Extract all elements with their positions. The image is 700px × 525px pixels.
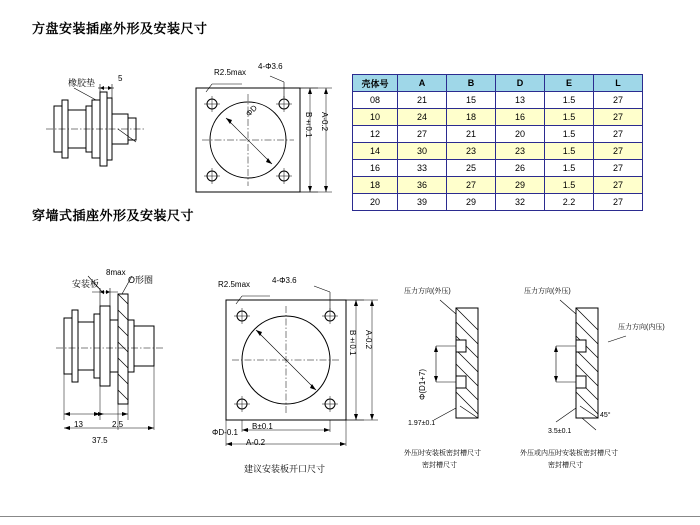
table-cell: 1.5: [545, 177, 594, 194]
table-header-cell: A: [398, 75, 447, 92]
table-header-cell: L: [594, 75, 643, 92]
bottom-divider: [0, 516, 700, 517]
label-dim-8max: 8max: [106, 268, 126, 277]
table-cell: 27: [594, 109, 643, 126]
table-cell: 23: [496, 143, 545, 160]
caption-groove-outer-2: 密封槽尺寸: [422, 462, 457, 469]
table-row: [353, 92, 643, 109]
table-header-cell: B: [447, 75, 496, 92]
label-mount-plate: 安装板: [72, 279, 100, 289]
table-row: [353, 160, 643, 177]
label-press-dir-out2: 压力方向(外压): [524, 288, 571, 295]
label-dim-197: 1.97±0.1: [408, 420, 436, 427]
table-cell: 20: [353, 194, 398, 211]
table-header-cell: E: [545, 75, 594, 92]
table-cell: 29: [447, 194, 496, 211]
label-press-dir-in: 压力方向(内压): [618, 324, 665, 331]
table-cell: 20: [496, 126, 545, 143]
table-row: [353, 143, 643, 160]
label-angle-45: 45°: [600, 412, 611, 419]
label-phiD-1: ΦD: [244, 103, 259, 119]
label-A-dim-1: A-0.2: [320, 112, 329, 132]
table-cell: 27: [398, 126, 447, 143]
table-cell: 33: [398, 160, 447, 177]
table-cell: 27: [594, 92, 643, 109]
label-dim-375: 37.5: [92, 436, 108, 445]
table-cell: 2.2: [545, 194, 594, 211]
table-cell: 1.5: [545, 160, 594, 177]
table-cell: 27: [594, 177, 643, 194]
label-B-dim-1: B±0.1: [304, 112, 313, 138]
table-header-row: [353, 75, 643, 92]
table-cell: 1.5: [545, 126, 594, 143]
label-press-dir-out1: 压力方向(外压): [404, 288, 451, 295]
table-cell: 21: [447, 126, 496, 143]
label-B-dim-2b: B±0.1: [252, 422, 273, 431]
table-row: [353, 109, 643, 126]
label-dim-13: 13: [74, 420, 83, 429]
table-cell: 30: [398, 143, 447, 160]
label-dim-35: 3.5±0.1: [548, 428, 572, 435]
side-view2-svg: [48, 270, 208, 450]
caption-groove-inner-1: 外压或内压时安装板密封槽尺寸: [520, 450, 618, 457]
table-cell: 24: [398, 109, 447, 126]
caption-groove-outer-1: 外压时安装板密封槽尺寸: [404, 450, 481, 457]
side-view-svg: [40, 70, 170, 200]
front-view-svg: [186, 70, 336, 210]
label-rubber-gasket: 橡胶垫: [68, 78, 96, 88]
table-cell: 15: [447, 92, 496, 109]
table-cell: 27: [594, 126, 643, 143]
table-cell: 12: [353, 126, 398, 143]
table-cell: 27: [447, 177, 496, 194]
table-cell: 26: [496, 160, 545, 177]
table-cell: 08: [353, 92, 398, 109]
spec-table: [352, 74, 643, 211]
label-4-holes-2: 4-Φ3.6: [272, 276, 297, 285]
label-dim-25: 2.5: [112, 420, 124, 429]
table-cell: 21: [398, 92, 447, 109]
table-cell: 14: [353, 143, 398, 160]
table-row: [353, 194, 643, 211]
table-cell: 27: [594, 160, 643, 177]
label-4-holes-1: 4-Φ3.6: [258, 62, 283, 71]
table-cell: 16: [496, 109, 545, 126]
table-cell: 10: [353, 109, 398, 126]
table-cell: 18: [353, 177, 398, 194]
table-cell: 1.5: [545, 92, 594, 109]
table-cell: 39: [398, 194, 447, 211]
table-cell: 27: [594, 194, 643, 211]
table-cell: 27: [594, 143, 643, 160]
section2-title: 穿墙式插座外形及安装尺寸: [32, 208, 195, 223]
table-header-cell: 壳体号: [353, 75, 398, 92]
label-B-dim-2: B±0.1: [348, 330, 357, 356]
caption-open-size: 建议安装板开口尺寸: [244, 464, 326, 474]
groove1-svg: [430, 296, 520, 436]
table-cell: 36: [398, 177, 447, 194]
label-phiD1: Φ(D1+7): [418, 368, 427, 400]
section1-title: 方盘安装插座外形及安装尺寸: [32, 21, 208, 36]
label-phiD-2: ΦD-0.1: [212, 428, 238, 437]
table-row: [353, 177, 643, 194]
table-cell: 32: [496, 194, 545, 211]
table-cell: 1.5: [545, 143, 594, 160]
table-cell: 29: [496, 177, 545, 194]
label-r25max-2: R2.5max: [218, 280, 251, 289]
table-cell: 23: [447, 143, 496, 160]
label-dim-5: 5: [118, 74, 123, 83]
label-A-dim-2: A-0.2: [364, 330, 373, 350]
table-header-cell: D: [496, 75, 545, 92]
label-oring: O形圈: [128, 275, 154, 285]
label-A-dim-2b: A-0.2: [246, 438, 266, 447]
front-view2-svg: [212, 282, 382, 452]
table-row: [353, 126, 643, 143]
table-cell: 13: [496, 92, 545, 109]
table-cell: 18: [447, 109, 496, 126]
caption-groove-inner-2: 密封槽尺寸: [548, 462, 583, 469]
table-cell: 1.5: [545, 109, 594, 126]
table-cell: 25: [447, 160, 496, 177]
table-cell: 16: [353, 160, 398, 177]
label-r25max-1: R2.5max: [214, 68, 247, 77]
